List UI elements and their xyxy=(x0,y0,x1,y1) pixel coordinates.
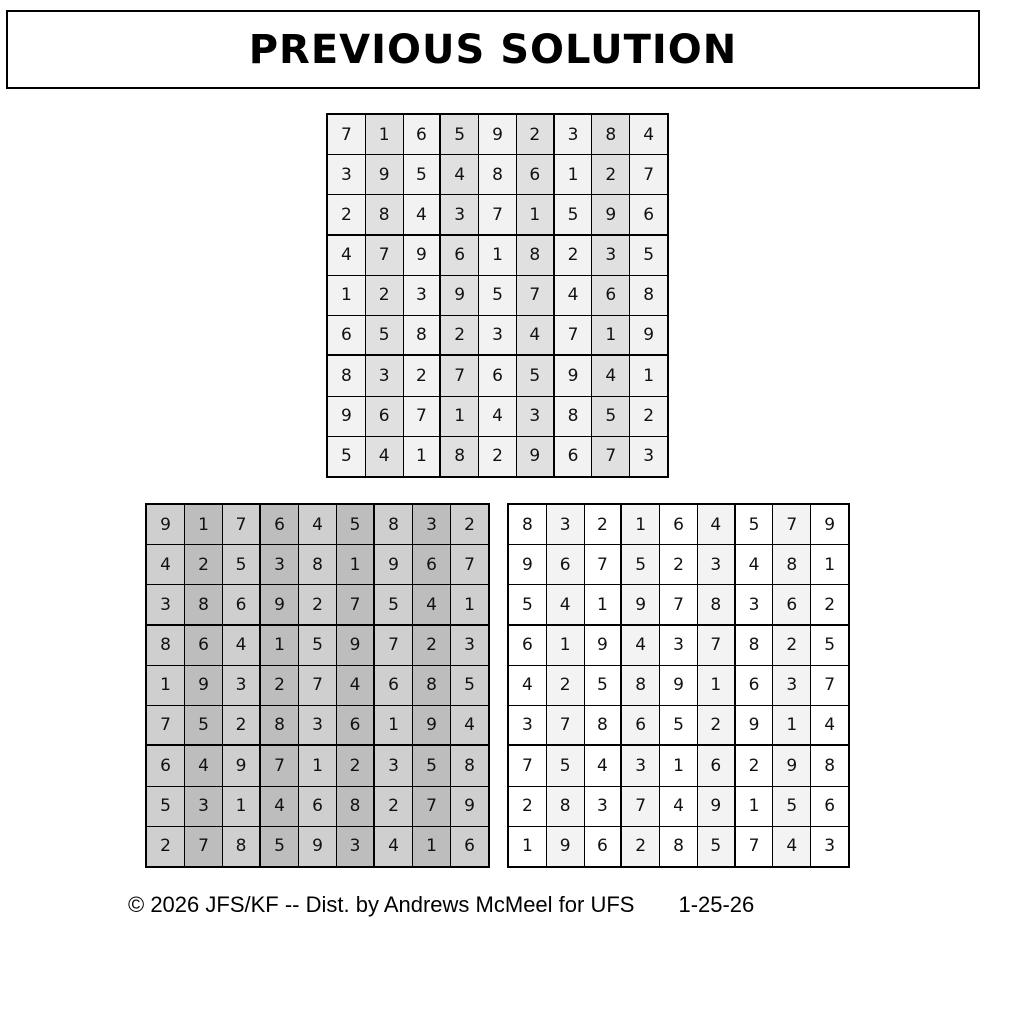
copyright-text: © 2026 JFS/KF -- Dist. by Andrews McMeel for UFS xyxy=(128,892,635,917)
sudoku-cell: 2 xyxy=(736,746,773,785)
sudoku-cell: 8 xyxy=(509,505,546,544)
sudoku-cell: 3 xyxy=(185,787,222,826)
sudoku-cell: 1 xyxy=(736,787,773,826)
sudoku-cell: 9 xyxy=(773,746,810,785)
sudoku-cell: 7 xyxy=(147,706,184,745)
sudoku-grid-bottom-left xyxy=(145,503,490,868)
sudoku-cell: 6 xyxy=(147,746,184,785)
sudoku-cell: 4 xyxy=(660,787,697,826)
sudoku-cell: 4 xyxy=(630,115,667,154)
sudoku-cell: 9 xyxy=(451,787,488,826)
sudoku-cell: 5 xyxy=(147,787,184,826)
sudoku-cell: 7 xyxy=(811,666,848,705)
sudoku-cell: 6 xyxy=(660,505,697,544)
sudoku-cell: 4 xyxy=(547,585,584,624)
sudoku-cell: 5 xyxy=(479,276,516,315)
sudoku-cell: 6 xyxy=(337,706,374,745)
sudoku-cell: 8 xyxy=(413,666,450,705)
sudoku-cell: 8 xyxy=(299,545,336,584)
sudoku-cell: 7 xyxy=(622,787,659,826)
sudoku-cell: 3 xyxy=(328,155,365,194)
sudoku-cell: 6 xyxy=(404,115,441,154)
sudoku-cell: 9 xyxy=(441,276,478,315)
sudoku-cell: 3 xyxy=(413,505,450,544)
sudoku-cell: 6 xyxy=(375,666,412,705)
sudoku-cell: 6 xyxy=(366,397,403,436)
sudoku-cell: 7 xyxy=(630,155,667,194)
sudoku-cell: 6 xyxy=(592,276,629,315)
sudoku-cell: 3 xyxy=(451,626,488,665)
sudoku-cell: 8 xyxy=(223,827,260,866)
sudoku-cell: 9 xyxy=(479,115,516,154)
sudoku-cell: 5 xyxy=(736,505,773,544)
sudoku-cell: 1 xyxy=(261,626,298,665)
title-banner xyxy=(6,10,980,89)
sudoku-cell: 3 xyxy=(592,236,629,275)
sudoku-cell: 4 xyxy=(517,316,554,355)
sudoku-cell: 8 xyxy=(773,545,810,584)
sudoku-cell: 8 xyxy=(479,155,516,194)
sudoku-cell: 9 xyxy=(147,505,184,544)
sudoku-cell: 2 xyxy=(185,545,222,584)
sudoku-cell: 7 xyxy=(185,827,222,866)
sudoku-cell: 4 xyxy=(451,706,488,745)
sudoku-cell: 8 xyxy=(404,316,441,355)
sudoku-cell: 9 xyxy=(223,746,260,785)
sudoku-cell: 3 xyxy=(404,276,441,315)
sudoku-cell: 1 xyxy=(328,276,365,315)
sudoku-cell: 5 xyxy=(660,706,697,745)
sudoku-cell: 7 xyxy=(509,746,546,785)
sudoku-cell: 2 xyxy=(592,155,629,194)
sudoku-cell: 9 xyxy=(630,316,667,355)
sudoku-cell: 1 xyxy=(660,746,697,785)
sudoku-cell: 4 xyxy=(441,155,478,194)
sudoku-cell: 2 xyxy=(261,666,298,705)
sudoku-cell: 1 xyxy=(375,706,412,745)
sudoku-cell: 9 xyxy=(698,787,735,826)
sudoku-cell: 6 xyxy=(811,787,848,826)
sudoku-cell: 4 xyxy=(773,827,810,866)
sudoku-cell: 5 xyxy=(404,155,441,194)
sudoku-cell: 2 xyxy=(547,666,584,705)
sudoku-cell: 6 xyxy=(451,827,488,866)
sudoku-cell: 8 xyxy=(811,746,848,785)
sudoku-cell: 6 xyxy=(547,545,584,584)
sudoku-cell: 4 xyxy=(375,827,412,866)
sudoku-cell: 5 xyxy=(630,236,667,275)
sudoku-cell: 2 xyxy=(773,626,810,665)
sudoku-cell: 4 xyxy=(622,626,659,665)
sudoku-cell: 9 xyxy=(328,397,365,436)
sudoku-cell: 6 xyxy=(622,706,659,745)
sudoku-cell: 4 xyxy=(404,195,441,234)
sudoku-cell: 9 xyxy=(555,356,592,395)
sudoku-cell: 4 xyxy=(811,706,848,745)
sudoku-cell: 8 xyxy=(585,706,622,745)
sudoku-cell: 5 xyxy=(592,397,629,436)
sudoku-cell: 2 xyxy=(147,827,184,866)
sudoku-cell: 6 xyxy=(585,827,622,866)
sudoku-cell: 1 xyxy=(509,827,546,866)
sudoku-cell: 6 xyxy=(479,356,516,395)
sudoku-cell: 2 xyxy=(698,706,735,745)
sudoku-cell: 8 xyxy=(630,276,667,315)
sudoku-cell: 8 xyxy=(451,746,488,785)
sudoku-cell: 2 xyxy=(413,626,450,665)
sudoku-cell: 9 xyxy=(592,195,629,234)
sudoku-cell: 1 xyxy=(698,666,735,705)
sudoku-cell: 6 xyxy=(261,505,298,544)
sudoku-cell: 7 xyxy=(223,505,260,544)
sudoku-cell: 9 xyxy=(337,626,374,665)
sudoku-cell: 7 xyxy=(660,585,697,624)
sudoku-cell: 6 xyxy=(509,626,546,665)
sudoku-cell: 2 xyxy=(328,195,365,234)
sudoku-cell: 5 xyxy=(451,666,488,705)
sudoku-cell: 5 xyxy=(441,115,478,154)
sudoku-cell: 7 xyxy=(547,706,584,745)
sudoku-cell: 1 xyxy=(441,397,478,436)
sudoku-cell: 8 xyxy=(517,236,554,275)
sudoku-cell: 3 xyxy=(811,827,848,866)
sudoku-cell: 2 xyxy=(630,397,667,436)
sudoku-cell: 9 xyxy=(736,706,773,745)
sudoku-cell: 7 xyxy=(299,666,336,705)
sudoku-cell: 9 xyxy=(660,666,697,705)
sudoku-cell: 6 xyxy=(223,585,260,624)
sudoku-cell: 2 xyxy=(479,437,516,476)
sudoku-cell: 2 xyxy=(404,356,441,395)
sudoku-cell: 3 xyxy=(366,356,403,395)
sudoku-cell: 5 xyxy=(328,437,365,476)
sudoku-cell: 5 xyxy=(509,585,546,624)
sudoku-cell: 3 xyxy=(509,706,546,745)
footer-credit-line xyxy=(128,892,754,918)
sudoku-cell: 4 xyxy=(185,746,222,785)
sudoku-cell: 6 xyxy=(736,666,773,705)
sudoku-cell: 7 xyxy=(451,545,488,584)
sudoku-cell: 1 xyxy=(517,195,554,234)
sudoku-cell: 2 xyxy=(585,505,622,544)
sudoku-cell: 3 xyxy=(622,746,659,785)
sudoku-grid-top xyxy=(326,113,669,478)
sudoku-cell: 7 xyxy=(261,746,298,785)
sudoku-cell: 8 xyxy=(592,115,629,154)
sudoku-cell: 8 xyxy=(147,626,184,665)
sudoku-cell: 8 xyxy=(622,666,659,705)
sudoku-cell: 6 xyxy=(441,236,478,275)
sudoku-grid-bottom-right xyxy=(507,503,850,868)
sudoku-cell: 3 xyxy=(223,666,260,705)
sudoku-cell: 2 xyxy=(811,585,848,624)
sudoku-cell: 3 xyxy=(736,585,773,624)
sudoku-cell: 3 xyxy=(773,666,810,705)
sudoku-cell: 9 xyxy=(413,706,450,745)
sudoku-cell: 3 xyxy=(630,437,667,476)
sudoku-cell: 1 xyxy=(413,827,450,866)
sudoku-cell: 8 xyxy=(261,706,298,745)
sudoku-cell: 1 xyxy=(451,585,488,624)
sudoku-cell: 1 xyxy=(585,585,622,624)
sudoku-cell: 6 xyxy=(698,746,735,785)
page-title: PREVIOUS SOLUTION xyxy=(248,26,738,73)
sudoku-cell: 5 xyxy=(299,626,336,665)
sudoku-cell: 4 xyxy=(509,666,546,705)
sudoku-cell: 3 xyxy=(299,706,336,745)
sudoku-cell: 2 xyxy=(375,787,412,826)
sudoku-cell: 5 xyxy=(773,787,810,826)
sudoku-cell: 1 xyxy=(337,545,374,584)
sudoku-cell: 2 xyxy=(517,115,554,154)
sudoku-cell: 1 xyxy=(622,505,659,544)
sudoku-cell: 4 xyxy=(585,746,622,785)
sudoku-cell: 3 xyxy=(147,585,184,624)
sudoku-cell: 7 xyxy=(337,585,374,624)
sudoku-cell: 5 xyxy=(547,746,584,785)
sudoku-cell: 7 xyxy=(773,505,810,544)
sudoku-cell: 8 xyxy=(660,827,697,866)
sudoku-cell: 4 xyxy=(366,437,403,476)
sudoku-cell: 1 xyxy=(592,316,629,355)
sudoku-cell: 7 xyxy=(375,626,412,665)
sudoku-cell: 7 xyxy=(698,626,735,665)
sudoku-cell: 4 xyxy=(328,236,365,275)
sudoku-cell: 4 xyxy=(555,276,592,315)
sudoku-cell: 4 xyxy=(147,545,184,584)
sudoku-cell: 5 xyxy=(585,666,622,705)
sudoku-cell: 7 xyxy=(366,236,403,275)
sudoku-cell: 8 xyxy=(555,397,592,436)
sudoku-cell: 9 xyxy=(299,827,336,866)
sudoku-cell: 5 xyxy=(698,827,735,866)
sudoku-cell: 3 xyxy=(698,545,735,584)
sudoku-cell: 4 xyxy=(592,356,629,395)
sudoku-cell: 9 xyxy=(375,545,412,584)
sudoku-cell: 4 xyxy=(479,397,516,436)
sudoku-cell: 2 xyxy=(451,505,488,544)
sudoku-cell: 9 xyxy=(404,236,441,275)
sudoku-cell: 8 xyxy=(375,505,412,544)
sudoku-cell: 7 xyxy=(517,276,554,315)
sudoku-cell: 8 xyxy=(441,437,478,476)
sudoku-cell: 5 xyxy=(366,316,403,355)
sudoku-cell: 2 xyxy=(509,787,546,826)
sudoku-cell: 7 xyxy=(404,397,441,436)
sudoku-cell: 6 xyxy=(630,195,667,234)
sudoku-cell: 5 xyxy=(622,545,659,584)
sudoku-cell: 5 xyxy=(337,505,374,544)
sudoku-cell: 4 xyxy=(337,666,374,705)
sudoku-cell: 7 xyxy=(328,115,365,154)
sudoku-cell: 7 xyxy=(479,195,516,234)
sudoku-cell: 1 xyxy=(547,626,584,665)
sudoku-cell: 1 xyxy=(811,545,848,584)
sudoku-cell: 8 xyxy=(337,787,374,826)
sudoku-cell: 5 xyxy=(185,706,222,745)
sudoku-cell: 1 xyxy=(479,236,516,275)
sudoku-cell: 3 xyxy=(547,505,584,544)
sudoku-cell: 8 xyxy=(698,585,735,624)
sudoku-cell: 4 xyxy=(413,585,450,624)
sudoku-cell: 9 xyxy=(509,545,546,584)
sudoku-cell: 1 xyxy=(185,505,222,544)
sudoku-cell: 9 xyxy=(622,585,659,624)
sudoku-cell: 7 xyxy=(736,827,773,866)
sudoku-cell: 7 xyxy=(585,545,622,584)
sudoku-cell: 1 xyxy=(404,437,441,476)
sudoku-cell: 3 xyxy=(555,115,592,154)
sudoku-cell: 8 xyxy=(547,787,584,826)
publish-date: 1-25-26 xyxy=(678,892,755,917)
sudoku-cell: 2 xyxy=(660,545,697,584)
sudoku-cell: 6 xyxy=(328,316,365,355)
sudoku-cell: 8 xyxy=(366,195,403,234)
sudoku-cell: 1 xyxy=(555,155,592,194)
sudoku-cell: 1 xyxy=(366,115,403,154)
sudoku-cell: 5 xyxy=(517,356,554,395)
sudoku-cell: 2 xyxy=(555,236,592,275)
sudoku-cell: 3 xyxy=(585,787,622,826)
sudoku-cell: 6 xyxy=(555,437,592,476)
sudoku-cell: 3 xyxy=(479,316,516,355)
sudoku-cell: 3 xyxy=(261,545,298,584)
sudoku-cell: 4 xyxy=(736,545,773,584)
sudoku-cell: 3 xyxy=(337,827,374,866)
sudoku-cell: 6 xyxy=(773,585,810,624)
sudoku-cell: 4 xyxy=(299,505,336,544)
sudoku-cell: 9 xyxy=(517,437,554,476)
sudoku-cell: 7 xyxy=(555,316,592,355)
sudoku-cell: 5 xyxy=(223,545,260,584)
sudoku-cell: 7 xyxy=(413,787,450,826)
sudoku-cell: 1 xyxy=(147,666,184,705)
sudoku-cell: 3 xyxy=(517,397,554,436)
sudoku-cell: 5 xyxy=(261,827,298,866)
sudoku-cell: 1 xyxy=(630,356,667,395)
sudoku-cell: 9 xyxy=(261,585,298,624)
sudoku-cell: 4 xyxy=(698,505,735,544)
sudoku-cell: 6 xyxy=(185,626,222,665)
sudoku-cell: 6 xyxy=(413,545,450,584)
sudoku-cell: 7 xyxy=(592,437,629,476)
sudoku-cell: 8 xyxy=(328,356,365,395)
sudoku-cell: 2 xyxy=(366,276,403,315)
sudoku-cell: 1 xyxy=(299,746,336,785)
sudoku-cell: 3 xyxy=(375,746,412,785)
sudoku-cell: 2 xyxy=(299,585,336,624)
sudoku-cell: 7 xyxy=(441,356,478,395)
sudoku-cell: 5 xyxy=(413,746,450,785)
sudoku-cell: 1 xyxy=(773,706,810,745)
sudoku-cell: 4 xyxy=(261,787,298,826)
sudoku-cell: 2 xyxy=(223,706,260,745)
sudoku-cell: 2 xyxy=(622,827,659,866)
sudoku-cell: 3 xyxy=(660,626,697,665)
sudoku-cell: 5 xyxy=(555,195,592,234)
sudoku-cell: 6 xyxy=(299,787,336,826)
sudoku-cell: 9 xyxy=(185,666,222,705)
sudoku-cell: 6 xyxy=(517,155,554,194)
sudoku-cell: 5 xyxy=(811,626,848,665)
sudoku-cell: 8 xyxy=(736,626,773,665)
sudoku-cell: 1 xyxy=(223,787,260,826)
sudoku-cell: 9 xyxy=(366,155,403,194)
sudoku-cell: 9 xyxy=(585,626,622,665)
sudoku-cell: 3 xyxy=(441,195,478,234)
sudoku-cell: 2 xyxy=(441,316,478,355)
sudoku-cell: 4 xyxy=(223,626,260,665)
sudoku-cell: 2 xyxy=(337,746,374,785)
sudoku-cell: 5 xyxy=(375,585,412,624)
sudoku-cell: 8 xyxy=(185,585,222,624)
sudoku-cell: 9 xyxy=(547,827,584,866)
sudoku-cell: 9 xyxy=(811,505,848,544)
